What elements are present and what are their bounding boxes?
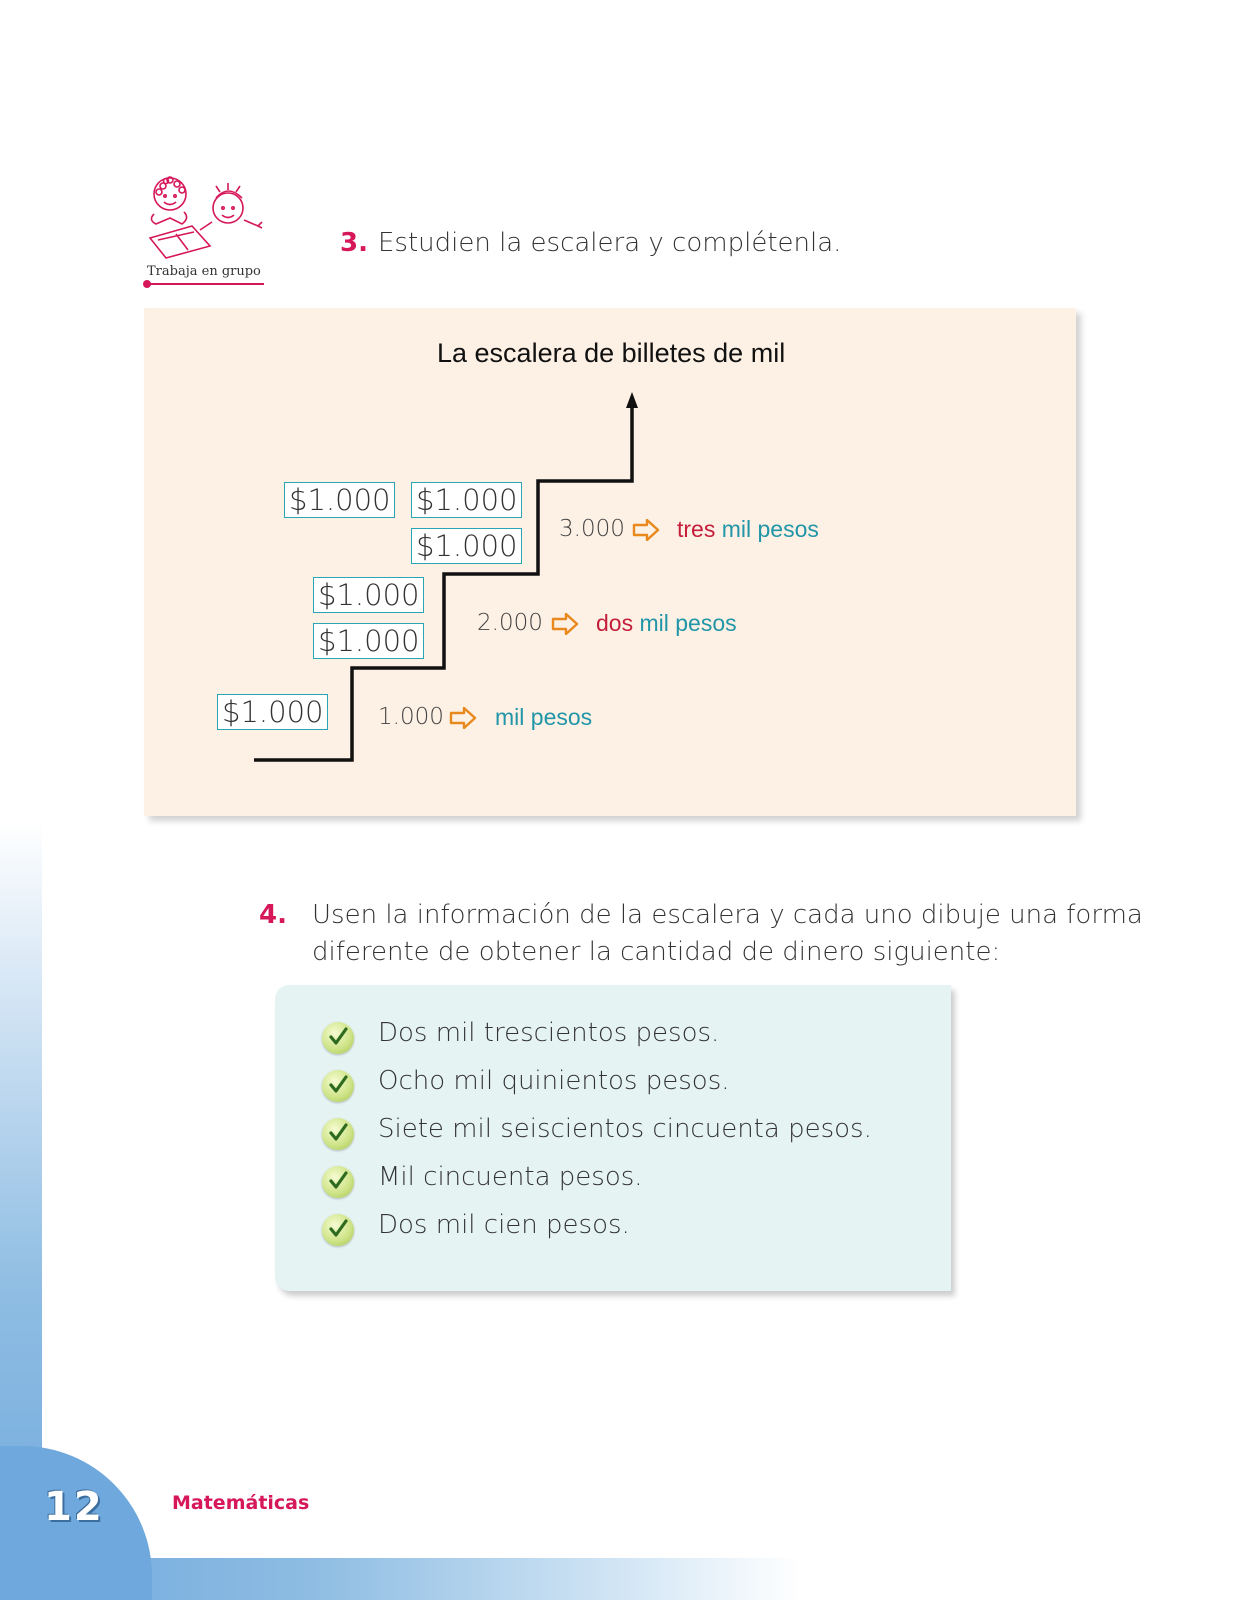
checkmark-icon <box>322 1118 354 1150</box>
page-number: 12 <box>44 1484 104 1530</box>
step-3-amount: 3.000 <box>559 516 625 542</box>
arrow-right-icon <box>632 519 660 541</box>
question-4-line-1: Usen la información de la escalera y cada uno dibuje una forma <box>312 900 1143 930</box>
list-item-text: Dos mil trescientos pesos. <box>378 1018 720 1048</box>
question-3-text: Estudien la escalera y complétenla. <box>378 228 842 258</box>
question-4-line-2: diferente de obtener la cantidad de dinero siguiente: <box>312 937 1001 967</box>
list-item-text: Dos mil cien pesos. <box>378 1210 630 1240</box>
bill-1000: $1.000 <box>411 528 522 564</box>
checkmark-icon <box>322 1214 354 1246</box>
step-1-words <box>495 704 592 731</box>
word-pesos: pesos <box>757 516 819 542</box>
word-mil: mil <box>495 704 525 730</box>
arrow-up-icon <box>626 392 638 408</box>
word-mil: mil <box>639 610 669 636</box>
question-4-number: 4. <box>259 900 287 930</box>
question-3-number: 3. <box>340 228 368 258</box>
word-pesos: pesos <box>675 610 737 636</box>
footer-subject: Matemáticas <box>172 1492 310 1514</box>
bill-1000: $1.000 <box>217 694 328 730</box>
step-1-amount: 1.000 <box>378 704 444 730</box>
step-2-words <box>596 610 737 637</box>
checkmark-icon <box>322 1022 354 1054</box>
step-2-amount: 2.000 <box>477 610 543 636</box>
group-work-caption: Trabaja en grupo <box>147 264 261 279</box>
list-item-text: Ocho mil quinientos pesos. <box>378 1066 730 1096</box>
step-3-words <box>677 516 819 543</box>
word-mil: mil <box>721 516 752 542</box>
bill-1000: $1.000 <box>313 623 424 659</box>
word-tres: tres <box>677 516 716 542</box>
staircase-title: La escalera de billetes de mil <box>437 338 786 368</box>
checkmark-icon <box>322 1070 354 1102</box>
list-item-text: Mil cincuenta pesos. <box>378 1162 643 1192</box>
word-dos: dos <box>596 610 634 636</box>
bill-1000: $1.000 <box>313 577 424 613</box>
bill-1000: $1.000 <box>411 482 522 518</box>
word-pesos: pesos <box>530 704 593 730</box>
bill-1000: $1.000 <box>284 482 395 518</box>
arrow-right-icon <box>551 613 579 635</box>
list-item-text: Siete mil seiscientos cincuenta pesos. <box>378 1114 872 1144</box>
checkmark-icon <box>322 1166 354 1198</box>
arrow-right-icon <box>449 707 477 729</box>
